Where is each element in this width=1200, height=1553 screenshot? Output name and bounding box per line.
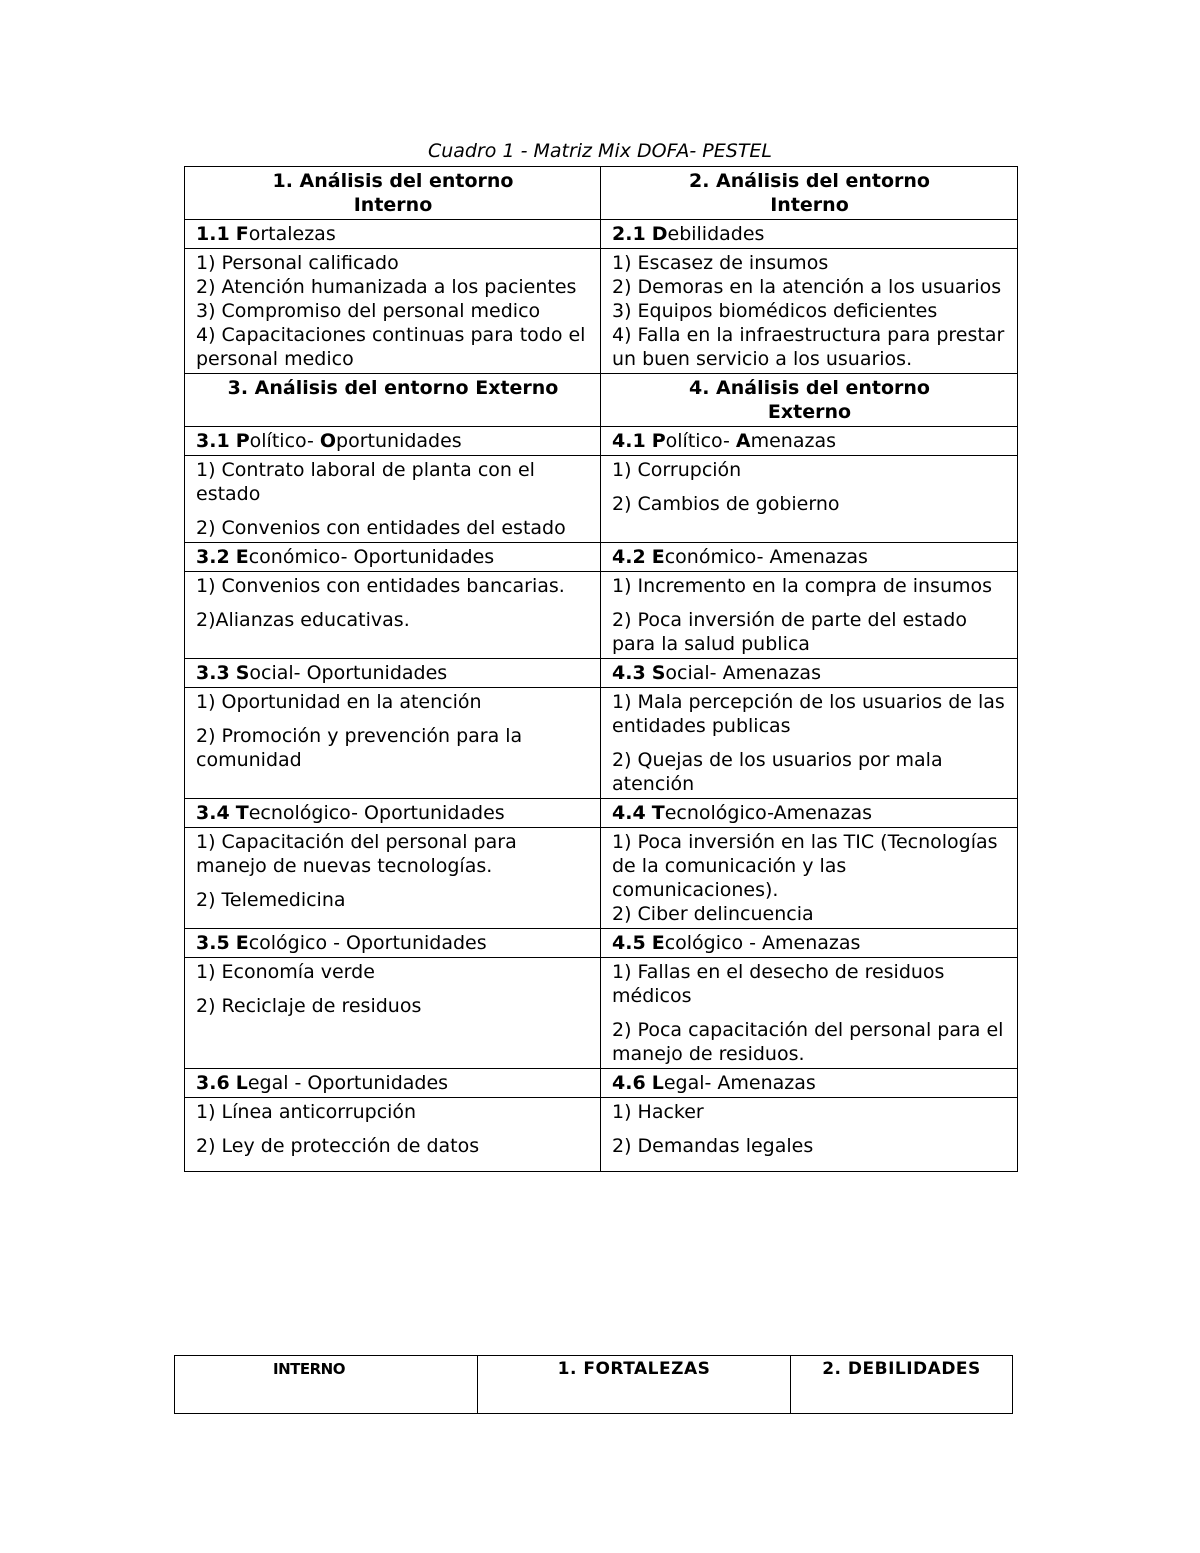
list-item: 4) Falla en la infraestructura para prestar un buen servicio a los usuarios. [612, 324, 1005, 370]
header-line: 2. Análisis del entorno [689, 170, 930, 192]
list-item: 1) Fallas en el desecho de residuos médicos [612, 961, 945, 1007]
section-initial: A [735, 430, 751, 452]
threat-items [601, 828, 1018, 929]
list-item: 1) Contrato laboral de planta con el estado [196, 459, 535, 505]
threat-items [601, 688, 1018, 799]
list-item: 3) Compromiso del personal medico [196, 300, 541, 322]
summary-interno-cell: INTERNO [175, 1356, 478, 1414]
subheader-opportunity [185, 929, 601, 958]
section-title-rest: ortalezas [248, 223, 336, 245]
items-row [185, 1098, 1018, 1172]
summary-header-row [175, 1356, 1013, 1414]
subheader-row [185, 799, 1018, 828]
list-item: 1) Escasez de insumos [612, 252, 829, 274]
subheader-row [185, 1069, 1018, 1098]
subheader-threat [601, 1069, 1018, 1098]
section-initial: P [651, 430, 666, 452]
subheader-opportunity [185, 659, 601, 688]
header-line: Interno [353, 194, 433, 216]
section-title-rest: ebilidades [667, 223, 765, 245]
opportunity-items [185, 688, 601, 799]
header-internal-left [185, 167, 601, 220]
items-row [185, 249, 1018, 374]
subheader-row [185, 427, 1018, 456]
list-item: 2) Reciclaje de residuos [196, 995, 422, 1017]
header-line: Interno [770, 194, 849, 216]
dofa-pestel-matrix [184, 166, 1018, 1172]
section-code: 3.2 [196, 546, 230, 568]
opportunity-items [185, 958, 601, 1069]
table-caption: Cuadro 1 - Matriz Mix DOFA- PESTEL [427, 140, 773, 162]
section-initial: S [235, 662, 250, 684]
header-external-left [185, 374, 601, 427]
section-code: 3.3 [196, 662, 230, 684]
subheader-threat [601, 929, 1018, 958]
section-initial: P [235, 430, 250, 452]
section-code: 4.4 [612, 802, 646, 824]
section-initial: F [235, 223, 249, 245]
header-row-internal [185, 167, 1018, 220]
section-code: 1.1 [196, 223, 230, 245]
section-title-rest: egal- Amenazas [663, 1072, 816, 1094]
section-code: 4.5 [612, 932, 646, 954]
list-item: 1) Mala percepción de los usuarios de las entidades publicas [612, 691, 1005, 737]
list-item: 4) Capacitaciones continuas para todo el personal medico [196, 324, 586, 370]
section-initial: S [651, 662, 666, 684]
list-item: 2) Ley de protección de datos [196, 1135, 480, 1157]
section-code: 3.5 [196, 932, 230, 954]
section-code: 4.6 [612, 1072, 646, 1094]
opportunity-items [185, 572, 601, 659]
list-item: 2) Cambios de gobierno [612, 493, 840, 515]
list-item: 1) Capacitación del personal para manejo de nuevas tecnologías. [196, 831, 517, 877]
section-initial: T [235, 802, 249, 824]
section-title-rest: cológico - Amenazas [664, 932, 861, 954]
header-line: 1. Análisis del entorno [272, 170, 514, 192]
opportunity-items [185, 1098, 601, 1172]
opportunity-items [185, 456, 601, 543]
section-title-rest: ecnológico- Oportunidades [248, 802, 505, 824]
subheader-threat [601, 543, 1018, 572]
subheader-row [185, 929, 1018, 958]
list-item: 1) Línea anticorrupción [196, 1101, 417, 1123]
list-item: 2) Telemedicina [196, 889, 346, 911]
section-initial: O [319, 430, 337, 452]
list-item: 1) Personal calificado [196, 252, 399, 274]
subheader-opportunity [185, 427, 601, 456]
section-title-rest: conómico- Amenazas [664, 546, 868, 568]
section-title-rest: menazas [750, 430, 837, 452]
header-internal-right [601, 167, 1018, 220]
section-code: 3.6 [196, 1072, 230, 1094]
list-item: 2) Promoción y prevención para la comunidad [196, 725, 523, 771]
section-title-rest: conómico- Oportunidades [248, 546, 495, 568]
list-item: 2) Quejas de los usuarios por mala atención [612, 749, 943, 795]
header-external-right [601, 374, 1018, 427]
items-row [185, 572, 1018, 659]
list-item: 2) Poca capacitación del personal para el manejo de residuos. [612, 1019, 1004, 1065]
section-code: 4.2 [612, 546, 646, 568]
section-initial: E [235, 932, 249, 954]
subheader-debilidades [601, 220, 1018, 249]
list-item: 1) Hacker [612, 1101, 704, 1123]
section-initial: D [651, 223, 668, 245]
subheader-fortalezas [185, 220, 601, 249]
list-item: 2) Convenios con entidades del estado [196, 517, 566, 539]
section-initial: L [235, 1072, 248, 1094]
list-item: 1) Corrupción [612, 459, 742, 481]
header-row-external [185, 374, 1018, 427]
section-title-rest: ecnológico-Amenazas [664, 802, 872, 824]
items-row [185, 828, 1018, 929]
summary-fortalezas-cell: 1. FORTALEZAS [478, 1356, 791, 1414]
subheader-threat [601, 427, 1018, 456]
threat-items [601, 456, 1018, 543]
section-initial: E [235, 546, 249, 568]
subheader-row [185, 543, 1018, 572]
section-title-rest: ocial- Oportunidades [249, 662, 448, 684]
summary-debilidades-cell: 2. DEBILIDADES [791, 1356, 1013, 1414]
items-row [185, 958, 1018, 1069]
section-code: 4.1 [612, 430, 646, 452]
list-item: 2)Alianzas educativas. [196, 609, 410, 631]
list-item: 1) Convenios con entidades bancarias. [196, 575, 565, 597]
header-line: Externo [767, 401, 852, 423]
section-title-rest: cológico - Oportunidades [248, 932, 487, 954]
subheader-threat [601, 659, 1018, 688]
section-initial: E [651, 546, 665, 568]
section-initial: L [651, 1072, 664, 1094]
list-item: 2) Demoras en la atención a los usuarios [612, 276, 1002, 298]
items-row [185, 456, 1018, 543]
list-item: 2) Demandas legales [612, 1135, 814, 1157]
threat-items [601, 572, 1018, 659]
list-item: 2) Poca inversión de parte del estado para la salud publica [612, 609, 967, 655]
section-code: 2.1 [612, 223, 646, 245]
subheader-opportunity [185, 1069, 601, 1098]
subheader-opportunity [185, 543, 601, 572]
opportunity-items [185, 828, 601, 929]
threat-items [601, 958, 1018, 1069]
list-item: 2) Ciber delincuencia [612, 903, 814, 925]
list-item: 2) Atención humanizada a los pacientes [196, 276, 577, 298]
debilidades-items [601, 249, 1018, 374]
list-item: 1) Oportunidad en la atención [196, 691, 482, 713]
section-code: 3.4 [196, 802, 230, 824]
section-title-rest: egal - Oportunidades [247, 1072, 449, 1094]
list-item: 1) Economía verde [196, 961, 375, 983]
header-line: 3. Análisis del entorno Externo [227, 377, 559, 399]
subheader-row [185, 220, 1018, 249]
summary-table [174, 1355, 1013, 1414]
section-title-rest: olítico- [249, 430, 320, 452]
list-item: 1) Incremento en la compra de insumos [612, 575, 993, 597]
subheader-row [185, 659, 1018, 688]
section-title-rest: ocial- Amenazas [665, 662, 821, 684]
section-code: 4.3 [612, 662, 646, 684]
header-line: 4. Análisis del entorno [689, 377, 930, 399]
fortalezas-items [185, 249, 601, 374]
section-initial: E [651, 932, 665, 954]
list-item: 3) Equipos biomédicos deficientes [612, 300, 938, 322]
section-initial: T [651, 802, 665, 824]
items-row [185, 688, 1018, 799]
subheader-opportunity [185, 799, 601, 828]
section-code: 3.1 [196, 430, 230, 452]
section-title-rest: olítico- [665, 430, 736, 452]
threat-items [601, 1098, 1018, 1172]
list-item: 1) Poca inversión en las TIC (Tecnologías de la comunicación y las comunicaciones). [612, 831, 998, 901]
subheader-threat [601, 799, 1018, 828]
section-title-rest: portunidades [336, 430, 462, 452]
